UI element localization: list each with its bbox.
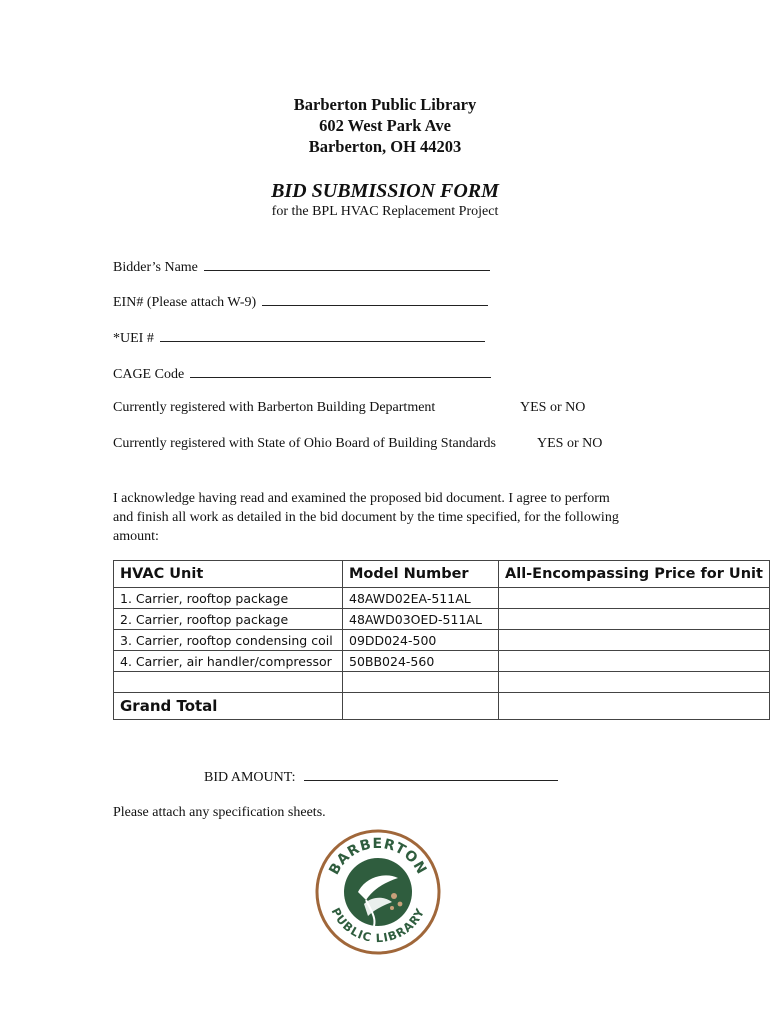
- table-row: [114, 630, 770, 651]
- hvac-unit-cell: 4. Carrier, air handler/compressor: [114, 651, 343, 672]
- bid-amount-field: [204, 768, 558, 786]
- grand-total-model-cell: [343, 693, 499, 720]
- barberton-public-library-logo: [314, 826, 442, 958]
- acknowledgement-line: and finish all work as detailed in the bid document by the time specified, for the following: [113, 510, 619, 525]
- barberton-registration-label: Currently registered with Barberton Building Department: [113, 400, 436, 415]
- library-address-block: [0, 94, 770, 157]
- form-title: BID SUBMISSION FORM: [271, 180, 499, 202]
- empty-cell[interactable]: [499, 672, 770, 693]
- bidders-name-field: [113, 258, 490, 276]
- bidders-name-label: Bidder’s Name: [113, 260, 198, 275]
- ohio-registration-label: Currently registered with State of Ohio Board of Building Standards: [113, 436, 496, 451]
- logo-bottom-text: PUBLIC LIBRARY: [328, 905, 428, 946]
- acknowledgement-line: amount:: [113, 529, 159, 544]
- table-row: [114, 609, 770, 630]
- ohio-registration-yes-no[interactable]: YES or NO: [537, 436, 603, 451]
- grand-total-price-cell[interactable]: [499, 693, 770, 720]
- form-subtitle: for the BPL HVAC Replacement Project: [271, 204, 499, 219]
- ein-input[interactable]: [262, 293, 488, 306]
- uei-input[interactable]: [160, 329, 485, 342]
- acknowledgement-line: I acknowledge having read and examined the proposed bid document. I agree to perform: [113, 491, 610, 506]
- uei-label: *UEI #: [113, 331, 154, 346]
- table-header-row: [114, 561, 770, 588]
- column-header-hvac-unit: HVAC Unit: [114, 561, 343, 588]
- uei-field: [113, 329, 485, 347]
- table-row: [114, 588, 770, 609]
- bid-amount-label: BID AMOUNT:: [204, 770, 296, 785]
- barberton-registration-yes-no[interactable]: YES or NO: [520, 400, 586, 415]
- price-cell[interactable]: [499, 588, 770, 609]
- model-number-cell: 48AWD03OED-511AL: [343, 609, 499, 630]
- ein-field: [113, 293, 488, 311]
- logo-top-text: BARBERTON: [326, 835, 430, 878]
- empty-cell: [114, 672, 343, 693]
- model-number-cell: 09DD024-500: [343, 630, 499, 651]
- cage-field: [113, 365, 491, 383]
- bidders-name-input[interactable]: [204, 258, 490, 271]
- grand-total-label: Grand Total: [114, 693, 343, 720]
- hvac-unit-cell: 1. Carrier, rooftop package: [114, 588, 343, 609]
- hvac-bid-table: [113, 560, 770, 720]
- price-cell[interactable]: [499, 630, 770, 651]
- price-cell[interactable]: [499, 609, 770, 630]
- library-name: Barberton Public Library: [293, 95, 477, 114]
- cage-input[interactable]: [190, 365, 491, 378]
- cage-label: CAGE Code: [113, 367, 185, 382]
- ein-label: EIN# (Please attach W-9): [113, 295, 257, 310]
- bid-amount-input[interactable]: [304, 768, 558, 781]
- column-header-price: All-Encompassing Price for Unit: [499, 561, 770, 588]
- empty-cell: [343, 672, 499, 693]
- grand-total-row: [114, 693, 770, 720]
- table-empty-row: [114, 672, 770, 693]
- acknowledgement-paragraph: [113, 489, 673, 546]
- library-street: 602 West Park Ave: [319, 116, 451, 135]
- logo-center-circle: [344, 858, 412, 926]
- price-cell[interactable]: [499, 651, 770, 672]
- model-number-cell: 48AWD02EA-511AL: [343, 588, 499, 609]
- library-city-state-zip: Barberton, OH 44203: [308, 137, 462, 156]
- model-number-cell: 50BB024-560: [343, 651, 499, 672]
- table-row: [114, 651, 770, 672]
- attach-spec-note: Please attach any specification sheets.: [113, 805, 326, 820]
- hvac-unit-cell: 2. Carrier, rooftop package: [114, 609, 343, 630]
- hvac-unit-cell: 3. Carrier, rooftop condensing coil: [114, 630, 343, 651]
- column-header-model-number: Model Number: [343, 561, 499, 588]
